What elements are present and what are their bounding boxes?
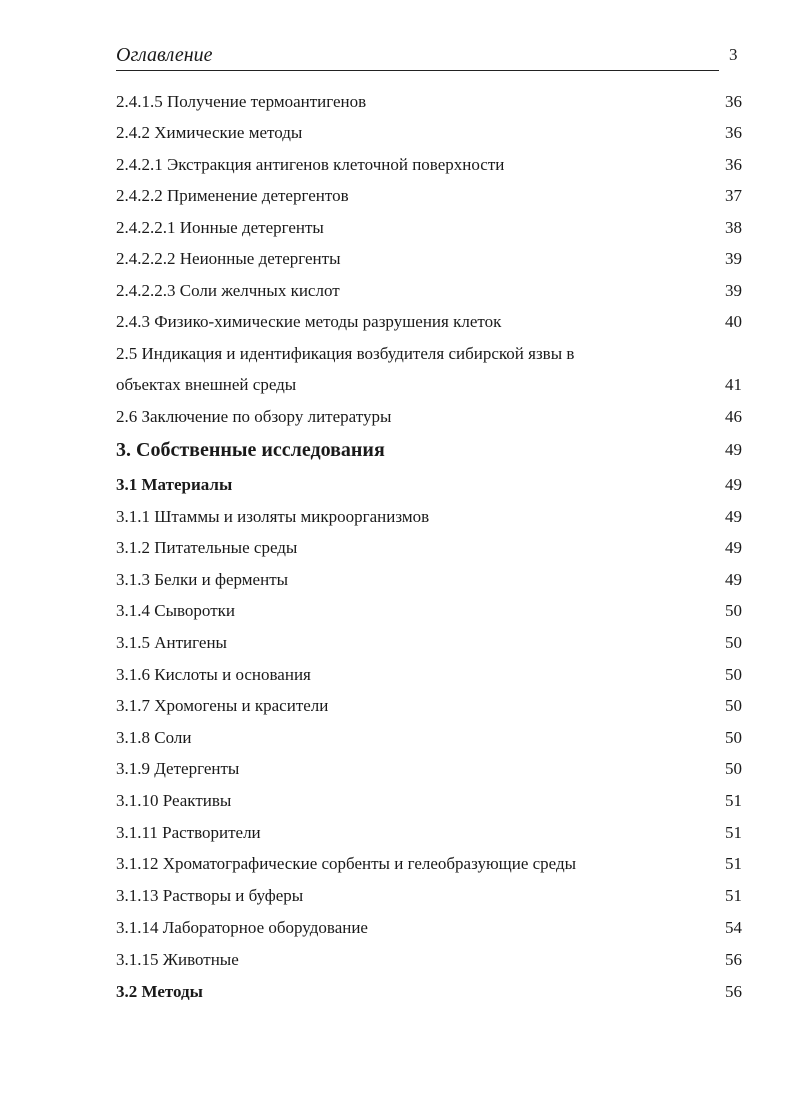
toc-entry-3-1-12[interactable] (116, 853, 742, 875)
toc-entry-page: 49 (725, 538, 742, 557)
toc-entry-3-2[interactable] (116, 981, 742, 1003)
toc-entry-title: 2.4.2.1 Экстракция антигенов клеточной поверхности (116, 155, 505, 174)
toc-entry-2-4-2[interactable] (116, 122, 742, 144)
toc-entry-title: 3.1.8 Соли (116, 728, 192, 747)
toc-entry-3-1-4[interactable] (116, 600, 742, 622)
toc-entry-title: 2.6 Заключение по обзору литературы (116, 407, 392, 426)
toc-entry-3-1-2[interactable] (116, 537, 742, 559)
toc-entry-page: 49 (725, 475, 742, 494)
toc-entry-2-4-2-2-3[interactable] (116, 280, 742, 302)
toc-entry-title: 3.1.11 Растворители (116, 823, 261, 842)
toc-entry-2-4-2-2-1[interactable] (116, 217, 742, 239)
toc-entry-3-1-13[interactable] (116, 885, 742, 907)
toc-entry-title: 3.1 Материалы (116, 475, 233, 494)
toc-entry-3-1-5[interactable] (116, 632, 742, 654)
toc-entry-3-1-10[interactable] (116, 790, 742, 812)
toc-entry-title: 3. Собственные исследования (116, 439, 385, 461)
toc-entry-3-1-9[interactable] (116, 758, 742, 780)
toc-entry-2-5[interactable] (116, 374, 742, 396)
toc-entry-3-1-15[interactable] (116, 949, 742, 971)
toc-entry-page: 50 (725, 728, 742, 747)
toc-entry-title: 2.4.2.2.3 Соли желчных кислот (116, 281, 340, 300)
toc-entry-page: 46 (725, 407, 742, 426)
page-number: 3 (729, 45, 738, 64)
toc-entry-page: 39 (725, 249, 742, 268)
page-header (116, 42, 719, 71)
toc-entry-title: 3.1.3 Белки и ферменты (116, 570, 289, 589)
toc-entry-title: 3.1.12 Хроматографические сорбенты и гелеобразующие среды (116, 854, 577, 873)
toc-entry-3-1-14[interactable] (116, 917, 742, 939)
toc-entry-page: 50 (725, 633, 742, 652)
toc-entry-page: 39 (725, 281, 742, 300)
toc-entry-3-1-8[interactable] (116, 727, 742, 749)
toc-entry-3-1[interactable] (116, 474, 742, 496)
toc-entry-page: 36 (725, 92, 742, 111)
toc-entry-2-4-2-1[interactable] (116, 154, 742, 176)
toc-entry-page: 49 (725, 507, 742, 526)
toc-entry-2-6[interactable] (116, 406, 742, 428)
toc-entry-page: 51 (725, 823, 742, 842)
toc-entry-page: 49 (725, 440, 742, 459)
toc-entry-title: 3.1.5 Антигены (116, 633, 227, 652)
toc-entry-2-4-2-2-2[interactable] (116, 248, 742, 270)
toc-entry-2-4-3[interactable] (116, 311, 742, 333)
toc-chapter-3[interactable] (116, 439, 742, 461)
toc-entry-title: 3.1.6 Кислоты и основания (116, 665, 311, 684)
toc-entry-3-1-1[interactable] (116, 506, 742, 528)
toc-entry-page: 56 (725, 950, 742, 969)
toc-entry-page: 50 (725, 696, 742, 715)
toc-entry-page: 51 (725, 854, 742, 873)
toc-entry-title: 2.4.3 Физико-химические методы разрушения клеток (116, 312, 502, 331)
toc-entry-title: 2.4.1.5 Получение термоантигенов (116, 92, 367, 111)
toc-entry-page: 50 (725, 665, 742, 684)
toc-entry-page: 50 (725, 759, 742, 778)
toc-entry-page: 50 (725, 601, 742, 620)
toc-entry-title: 2.4.2.2 Применение детергентов (116, 186, 349, 205)
toc-entry-title: 3.1.14 Лабораторное оборудование (116, 918, 368, 937)
toc-entry-page: 54 (725, 918, 742, 937)
toc-entry-title: 2.4.2 Химические методы (116, 123, 303, 142)
toc-entry-page: 37 (725, 186, 742, 205)
toc-entry-2-4-2-2[interactable] (116, 185, 742, 207)
toc-entry-page: 40 (725, 312, 742, 331)
toc-entry-page: 36 (725, 155, 742, 174)
toc-entry-3-1-6[interactable] (116, 664, 742, 686)
toc-entry-2-4-1-5[interactable] (116, 91, 742, 113)
toc-entry-title: объектах внешней среды (116, 375, 297, 394)
toc-entry-page: 36 (725, 123, 742, 142)
toc-entry-title: 3.1.15 Животные (116, 950, 239, 969)
toc-entry-page: 41 (725, 375, 742, 394)
toc-entry-title: 3.2 Методы (116, 982, 203, 1001)
toc-entry-title: 3.1.4 Сыворотки (116, 601, 235, 620)
toc-entry-title: 2.4.2.2.2 Неионные детергенты (116, 249, 341, 268)
toc-entry-page: 51 (725, 886, 742, 905)
toc-entry-page: 38 (725, 218, 742, 237)
toc-entry-title: 3.1.13 Растворы и буферы (116, 886, 304, 905)
toc-entry-3-1-11[interactable] (116, 822, 742, 844)
header-title: Оглавление (116, 44, 213, 66)
toc-entry-title: 3.1.7 Хромогены и красители (116, 696, 329, 715)
toc-entry-title: 3.1.9 Детергенты (116, 759, 240, 778)
toc-entry-3-1-7[interactable] (116, 695, 742, 717)
toc-entry-page: 49 (725, 570, 742, 589)
toc-entry-2-5-line1[interactable]: 2.5 Индикация и идентификация возбудителя сибирской язвы в (116, 344, 575, 363)
toc-entry-page: 56 (725, 982, 742, 1001)
toc-entry-title: 3.1.10 Реактивы (116, 791, 232, 810)
toc-entry-3-1-3[interactable] (116, 569, 742, 591)
toc-entry-page: 51 (725, 791, 742, 810)
toc-entry-title: 3.1.2 Питательные среды (116, 538, 298, 557)
toc-entry-title: 3.1.1 Штаммы и изоляты микроорганизмов (116, 507, 430, 526)
toc-entry-title: 2.4.2.2.1 Ионные детергенты (116, 218, 324, 237)
